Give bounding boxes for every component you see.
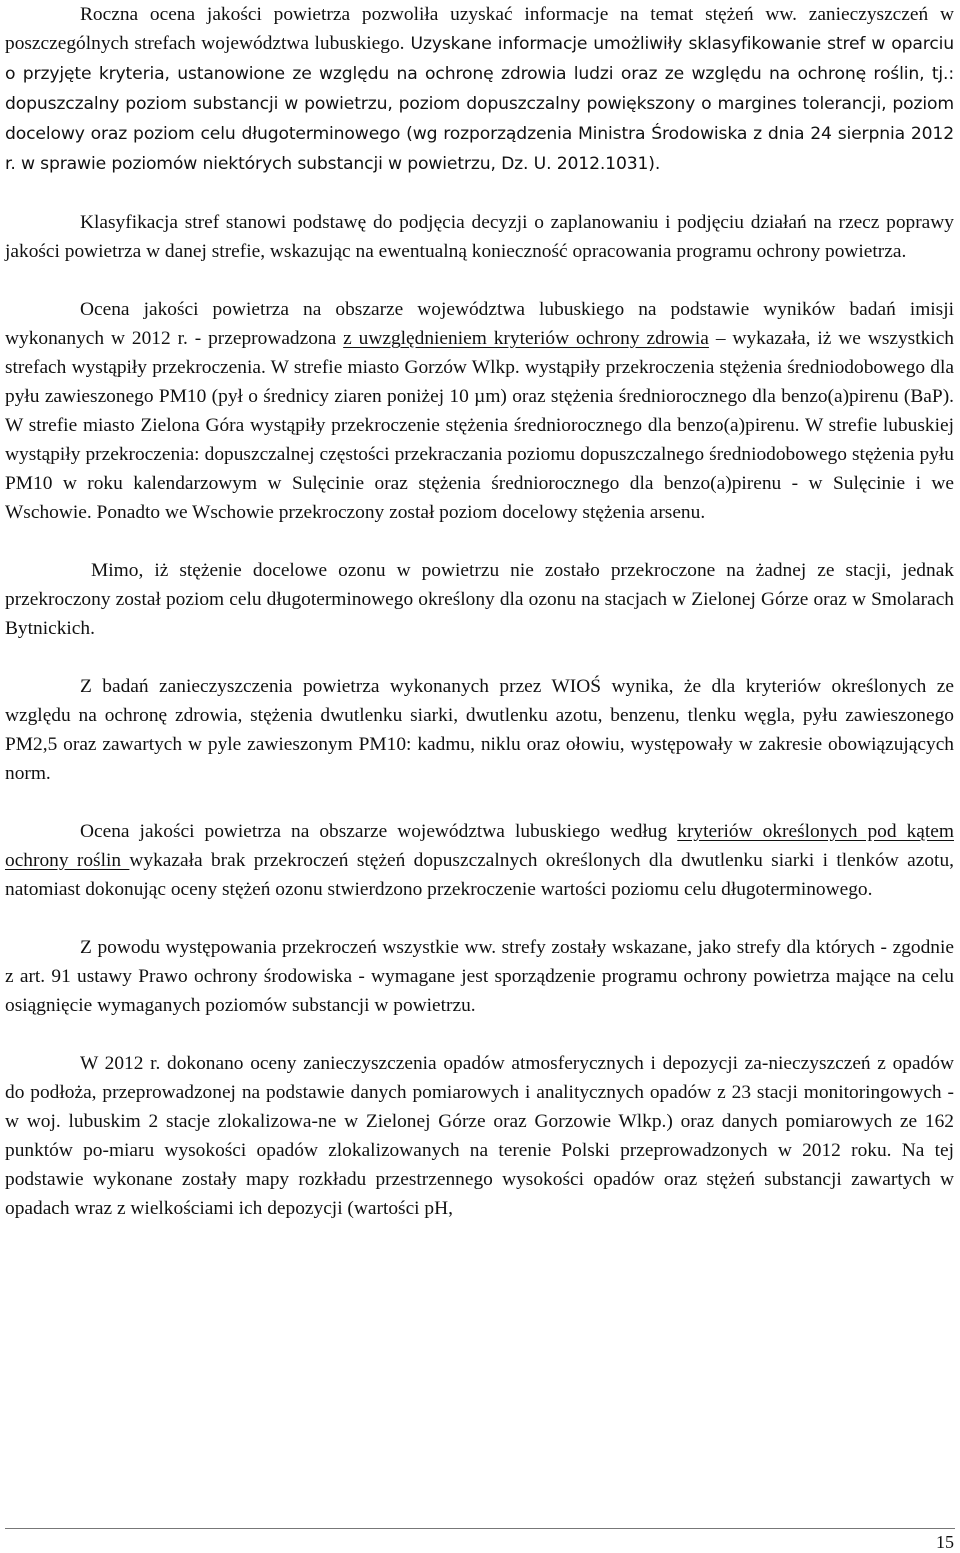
paragraph-6-part-a: Ocena jakości powietrza na obszarze województwa lubuskiego według — [80, 821, 678, 842]
paragraph-8-text: W 2012 r. dokonano oceny zanieczyszczenia opadów atmosferycznych i depozycji za-nieczyszczeń z opadów do podłoża, przeprowadzonej na podstawie danych pomiarowych i analitycznych opadów z 23 stacji monitoringowych - w woj. lubuskim 2 stacje zlokalizowa-ne w Zielonej Górze oraz Gorzowie Wlkp.) oraz danych pomiarowych ze 162 punktów po-miaru wysokości opadów zlokalizowanych na terenie Polski przeprowadzonych w 2012 roku. Na tej podstawie wykonane zostały mapy rozkładu przestrzennego wysokości opadów oraz stężeń substancji zawartych w opadach wraz z wielkościami ich depozycji (wartości pH, — [5, 1053, 954, 1219]
paragraph-air-quality-assessment — [5, 0, 954, 179]
paragraph-precipitation-assessment — [5, 1049, 954, 1223]
paragraph-6-part-b: wykazała brak przekroczeń stężeń dopuszczalnych określonych dla dwutlenku siarki i tlenków azotu, natomiast dokonując oceny stężeń ozonu stwierdzono przekroczenie wartości poziomu celu długoterminowego. — [5, 850, 954, 900]
paragraph-2-text: Klasyfikacja stref stanowi podstawę do podjęcia decyzji o zaplanowaniu i podjęciu działań na rzecz poprawy jakości powietrza w danej strefie, wskazując na ewentualną konieczność opracowania programu ochrony powietrza. — [5, 212, 954, 262]
paragraph-1-part-c: (wg rozporządzenia Ministra Środowiska z dnia 24 sierpnia 2012 r. w sprawie poziomów niektórych substancji w powietrzu, Dz. U. 2012.1031). — [5, 124, 954, 174]
paragraph-3-part-a: Ocena jakości powietrza na obszarze województwa lubuskiego na podstawie wyników badań imisji wykonanych w 2012 r. - przeprowadzona — [5, 299, 954, 349]
footer-divider — [5, 1528, 955, 1529]
paragraph-health-criteria-assessment — [5, 295, 954, 527]
paragraph-5-text: Z badań zanieczyszczenia powietrza wykonanych przez WIOŚ wynika, że dla kryteriów określonych ze względu na ochronę zdrowia, stężenia dwutlenku siarki, dwutlenku azotu, benzenu, tlenku węgla, pyłu zawieszonego PM2,5 oraz zawartych w pyle zawieszonym PM10: kadmu, niklu oraz ołowiu, występowały w zakresie obowiązujących norm. — [5, 676, 954, 784]
paragraph-ozone — [5, 556, 954, 643]
paragraph-4-text: Mimo, iż stężenie docelowe ozonu w powietrzu nie zostało przekroczone na żadnej ze stacji, jednak przekroczony został poziom celu długoterminowego określony dla ozonu na stacjach w Zielonej Górze oraz w Smolarach Bytnickich. — [5, 560, 954, 639]
paragraph-plant-criteria-assessment — [5, 817, 954, 904]
plant-criteria-underlined-text: kryteriów określonych pod kątem ochrony roślin — [5, 821, 954, 871]
paragraph-1-part-b: Uzyskane informacje umożliwiły sklasyfikowanie stref w oparciu o przyjęte kryteria, ustanowione ze względu na ochronę zdrowia ludzi oraz ze względu na ochronę roślin, tj.: dopuszczalny poziom substancji w powietrzu, poziom dopuszczalny powiększony o margines tolerancji, poziom docelowy oraz poziom celu długoterminowego — [5, 34, 954, 144]
page-number: 15 — [936, 1532, 954, 1552]
paragraph-zone-classification — [5, 208, 954, 266]
paragraph-wios-results — [5, 672, 954, 788]
paragraph-7-text: Z powodu występowania przekroczeń wszystkie ww. strefy zostały wskazane, jako strefy dla których - zgodnie z art. 91 ustawy Prawo ochrony środowiska - wymagane jest sporządzenie programu ochrony powietrza mające na celu osiągnięcie wymaganych poziomów substancji w powietrzu. — [5, 937, 954, 1016]
paragraph-1-part-a: Roczna ocena jakości powietrza pozwoliła uzyskać informacje na temat stężeń ww. zanieczyszczeń w poszczególnych strefach województwa lubuskiego. — [5, 4, 954, 54]
paragraph-protection-program — [5, 933, 954, 1020]
paragraph-3-part-b: – wykazała, iż we wszystkich strefach wystąpiły przekroczenia. W strefie miasto Gorzów Wlkp. wystąpiły przekroczenia stężenia średniodobowego dla pyłu zawieszonego PM10 (pył o średnicy ziaren poniżej 10 µm) oraz stężenia średniorocznego dla benzo(a)pirenu (BaP). W strefie miasto Zielona Góra wystąpiły przekroczenie stężenia średniorocznego dla benzo(a)pirenu. W strefie lubuskiej wystąpiły przekroczenia: dopuszczalnej częstości przekraczania poziomu dopuszczalnego średniodobowego stężenia pyłu PM10 w roku kalendarzowym w Sulęcinie oraz stężenia średniorocznego dla benzo(a)pirenu - w Sulęcinie i we Wschowie. Ponadto we Wschowie przekroczony został poziom docelowy stężenia arsenu. — [5, 328, 954, 523]
health-criteria-underlined-text: z uwzględnieniem kryteriów ochrony zdrowia — [343, 328, 709, 349]
